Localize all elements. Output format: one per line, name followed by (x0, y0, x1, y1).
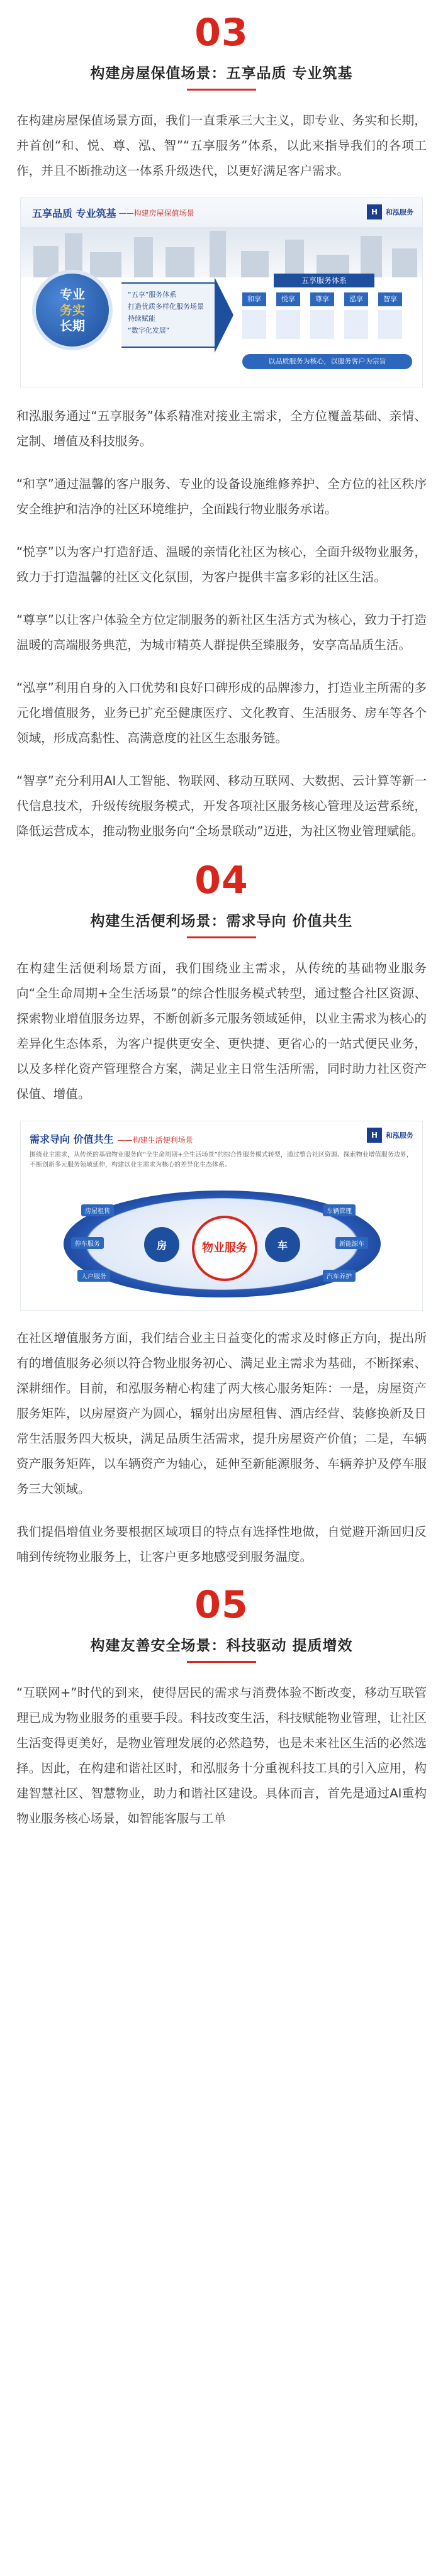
service-cell: 悦享 (276, 292, 300, 306)
ring-tag: 停车服务 (71, 1237, 104, 1249)
figure-header (21, 198, 422, 227)
feature-item: 持续赋能 (128, 314, 155, 323)
ring-center-label: 物业服务 (192, 1216, 257, 1281)
feature-item: 打造优质多样化服务场景 (128, 303, 204, 311)
ring-tag: 人户服务 (77, 1270, 110, 1282)
service-cell: 和享 (242, 292, 266, 306)
paragraph: 在社区增值服务方面，我们结合业主日益变化的需求及时修正方向，提出所有的增值服务必须以符合物业服务初心、满足业主需求为基础，不断探索、深耕细作。目前，和泓服务精心构建了两大核心服务矩阵：一是，房屋资产服务矩阵，以房屋资产为圆心，辐射出房屋租售、酒店经营、装修换新及日常生活服务四大板块，满足品质生活需求，提升房屋资产价值；二是，车辆资产服务矩阵，以车辆资产为轴心，延伸至新能源服务、车辆养护及停车服务三大领域。 (16, 1331, 427, 1496)
brand-logo (367, 204, 413, 219)
brand-mark-icon: H (367, 204, 382, 219)
service-detail-box (242, 310, 266, 339)
service-cell: 泓享 (344, 292, 368, 306)
service-cell: 尊享 (310, 292, 334, 306)
ring-tag: 车辆管理 (323, 1204, 356, 1216)
section-title-04: 构建生活便利场景：需求导向 价值共生 (90, 913, 353, 930)
service-detail-box (276, 310, 300, 339)
service-system-title: 五享服务体系 (274, 274, 374, 287)
service-note: 以品质服务为核心，以服务客户为宗旨 (242, 354, 412, 369)
paragraph: “泓享”利用自身的入口优势和良好口碑形成的品牌渗力，打造业主所需的多元化增值服务，业务已扩充至健康医疗、文化教育、生活服务、房车等各个领域，形成高黏性、高满意度的社区生态服务链。 (16, 680, 427, 745)
principle-label: 长期 (60, 318, 85, 333)
house-bubble: 房 (144, 1227, 179, 1262)
figure-title: 需求导向 价值共生 ——构建生活便利场景 (30, 1133, 193, 1145)
paragraph: 我们提倡增值业务要根据区域项目的特点有选择性地做，自觉避开渐回归反哺到传统物业服务上，让客户更多地感受到服务温度。 (16, 1524, 427, 1564)
ring-tag: 汽车养护 (323, 1270, 356, 1282)
brand-logo (367, 1128, 413, 1143)
paragraph: “尊享”以让客户体验全方位定制服务的新社区生活方式为核心，致力于打造温暖的高端服务典范，为城市精英人群提供至臻服务，安享高品质生活。 (16, 613, 427, 652)
brand-mark-icon: H (367, 1128, 382, 1143)
section-number-03: 03 (194, 11, 249, 55)
ring-tag: 新能源车 (335, 1237, 368, 1249)
paragraph: “智享”充分利用AI人工智能、物联网、移动互联网、大数据、云计算等新一代信息技术，升级传统服务模式，开发各项社区服务核心管理及运营系统，降低运营成本，推动物业服务向“全场景联动”迈进，为社区物业管理赋能。 (16, 774, 427, 838)
paragraph: “和享”通过温馨的客户服务、专业的设备设施维修养护、全方位的社区秩序安全维护和洁净的社区环境维护，全面践行物业服务承诺。 (16, 477, 427, 516)
feature-list (121, 282, 216, 348)
principle-label: 务实 (60, 302, 85, 318)
paragraph: 在构建生活便利场景方面，我们围绕业主需求，从传统的基础物业服务向“全生命周期+全生活场景”的综合性服务模式转型，通过整合社区资源、探索物业增值服务边界，不断创新多元服务领域延伸，以业主需求为核心的差异化生态体系，为客户提供更安全、更快捷、更省心的一站式便民业务，以及多样化资产管理整合方案，满足业主日常生活所需，同时助力社区资产保值、增值。 (16, 961, 427, 1101)
section-number-05: 05 (194, 1583, 249, 1627)
life-services-figure (20, 1121, 423, 1311)
arrow-icon (215, 277, 233, 353)
core-principles-circle (36, 274, 109, 347)
section-number-04: 04 (194, 858, 249, 902)
five-services-figure (20, 197, 423, 387)
figure-description: 围绕业主需求，从传统的基础物业服务向“全生命周期+全生活场景”的综合性服务模式转型，通过整合社区资源、探索物业增值服务边界，不断创新多元服务领域延伸，构建以业主需求为核心的差异化生态体系。 (30, 1152, 413, 1169)
service-detail-box (378, 310, 402, 339)
city-skyline-image (21, 227, 422, 277)
figure-title: 五享品质 专业筑基 (32, 207, 116, 219)
feature-item: “五享”服务体系 (128, 291, 177, 299)
paragraph: “悦享”以为客户打造舒适、温暖的亲情化社区为核心，全面升级物业服务，致力于打造温馨的社区文化氛围，为客户提供丰富多彩的社区生活。 (16, 545, 427, 584)
paragraph: 在构建房屋保值场景方面，我们一直秉承三大主义，即专业、务实和长期，并首创“和、悦、尊、泓、智”“五享服务”体系，以此来指导我们的各项工作，并且不断推动这一体系升级迭代，以更好满足客户需求。 (16, 113, 427, 178)
service-cell: 智享 (378, 292, 402, 306)
service-detail-box (310, 310, 334, 339)
ring-tag: 房屋租售 (81, 1204, 114, 1216)
section-title-03: 构建房屋保值场景：五享品质 专业筑基 (90, 65, 353, 82)
car-bubble: 车 (265, 1227, 300, 1262)
section-title-05: 构建友善安全场景：科技驱动 提质增效 (90, 1638, 353, 1654)
service-detail-box (344, 310, 368, 339)
paragraph: “互联网+”时代的到来，使得居民的需求与消费体验不断改变，移动互联管理已成为物业服务的重要手段。科技改变生活，科技赋能物业管理，让社区生活变得更美好，是物业管理发展的必然趋势，也是未来社区生活的必然选择。因此，在构建和谐社区时，和泓服务十分重视科技工具的引入应用，构建智慧社区、智慧物业，助力和谐社区建设。具体而言，首先是通过AI重构物业服务核心场景，如智能客服与工单 (16, 1685, 427, 1826)
principle-label: 专业 (60, 286, 85, 302)
figure-subtitle: ——构建房屋保值场景 (118, 208, 194, 218)
figure-subtitle: ——构建生活便利场景 (117, 1136, 193, 1145)
brand-name: 和泓服务 (386, 208, 413, 216)
brand-name: 和泓服务 (386, 1131, 413, 1140)
feature-item: “数字化发展” (128, 326, 170, 335)
paragraph: 和泓服务通过“五享服务”体系精准对接业主需求，全方位覆盖基础、亲情、定制、增值及科技服务。 (16, 409, 427, 448)
